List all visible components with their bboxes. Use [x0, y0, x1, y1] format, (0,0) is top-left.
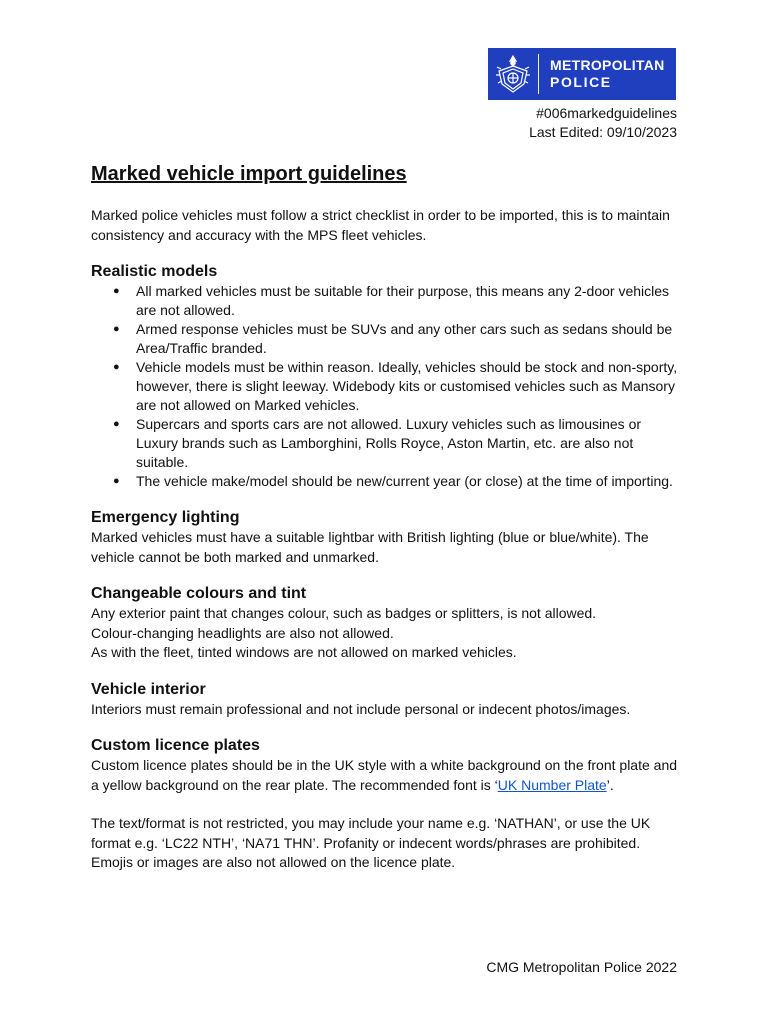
list-item [91, 472, 681, 491]
licence-plates-text-before: Custom licence plates should be in the UK style with a white background on the front plate and a yellow background on the rear plate. The recommended font is ‘ [91, 757, 678, 793]
vehicle-interior-text: Interiors must remain professional and not include personal or indecent photos/images. [91, 700, 631, 717]
list-item-text: Supercars and sports cars are not allowed. Luxury vehicles such as limousines or Luxury brands such as Lamborghini, Rolls Royce, Aston Martin, etc. are also not suitable. [136, 416, 642, 470]
colours-line-1: Any exterior paint that changes colour, such as badges or splitters, is not allowed. [91, 605, 597, 621]
emergency-lighting-text: Marked vehicles must have a suitable lightbar with British lighting (blue or blue/white). The vehicle cannot be both marked and unmarked. [91, 529, 649, 565]
document-meta [529, 104, 677, 142]
colours-line-2: Colour-changing headlights are also not allowed. [91, 624, 394, 641]
heading-emergency-lighting: Emergency lighting [91, 509, 240, 526]
intro-paragraph: Marked police vehicles must follow a strict checklist in order to be imported, this is to maintain consistency and accuracy with the MPS fleet vehicles. [91, 207, 670, 243]
metropolitan-police-logo [488, 48, 676, 100]
bullet-icon: ● [113, 361, 120, 373]
list-item-text: The vehicle make/model should be new/current year (or close) at the time of importing. [136, 473, 673, 489]
licence-plates-text [91, 756, 681, 795]
list-item-text: All marked vehicles must be suitable for their purpose, this means any 2-door vehicles are not allowed. [136, 283, 670, 318]
list-item [91, 320, 681, 358]
document-id: #006markedguidelines [536, 105, 677, 121]
list-item [91, 358, 681, 415]
police-crest-icon [488, 48, 538, 100]
list-item-text: Armed response vehicles must be SUVs and any other cars such as sedans should be Area/Traffic branded. [136, 321, 673, 356]
footer-text: CMG Metropolitan Police 2022 [486, 959, 677, 975]
logo-divider [538, 54, 539, 94]
heading-custom-licence-plates: Custom licence plates [91, 737, 260, 754]
list-item [91, 415, 681, 472]
colours-line-3: As with the fleet, tinted windows are not allowed on marked vehicles. [91, 644, 517, 660]
document-body [91, 160, 681, 873]
bullet-icon: ● [113, 475, 120, 487]
uk-number-plate-link[interactable]: UK Number Plate [497, 776, 607, 793]
heading-realistic-models: Realistic models [91, 263, 218, 280]
bullet-icon: ● [113, 323, 120, 335]
last-edited: Last Edited: 09/10/2023 [529, 124, 677, 140]
logo-wordmark [539, 57, 676, 91]
list-item [91, 282, 681, 320]
list-item-text: Vehicle models must be within reason. Ideally, vehicles should be stock and non-sporty, however, there is slight leeway. Widebody kits or customised vehicles such as Mansory are not allowed on Marked vehicles. [136, 359, 678, 413]
heading-vehicle-interior: Vehicle interior [91, 680, 206, 698]
page-title: Marked vehicle import guidelines [91, 163, 407, 185]
licence-plates-text-after: ’. [606, 776, 614, 793]
licence-plates-format-text: The text/format is not restricted, you may include your name e.g. ‘NATHAN’, or use the UK format e.g. ‘LC22 NTH’, ‘NA71 THN’. Profanity or indecent words/phrases are prohibited. Emojis or images are also not allowed on the licence plate. [91, 815, 651, 870]
heading-changeable-colours: Changeable colours and tint [91, 585, 307, 602]
logo-line-police: POLICE [550, 74, 612, 90]
logo-line-metropolitan: METROPOLITAN [550, 57, 665, 73]
bullet-icon: ● [113, 418, 120, 430]
bullet-icon: ● [113, 285, 120, 297]
realistic-models-list [91, 282, 681, 491]
